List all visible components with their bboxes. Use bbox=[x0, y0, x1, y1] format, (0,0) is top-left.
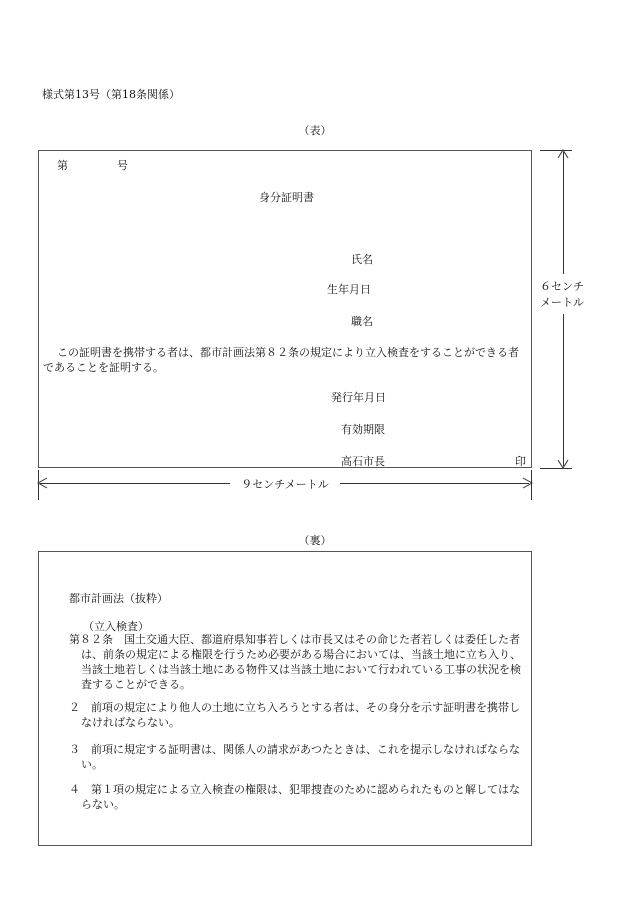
height-dim-bottom-tick bbox=[540, 468, 572, 469]
form-label: 様式第13号（第18条関係） bbox=[42, 88, 180, 101]
certification-statement: この証明書を携帯する者は、都市計画法第８２条の規定により立入検査をすることができる者であることを証明する。 bbox=[43, 346, 519, 374]
width-dimension-label: ９センチメートル bbox=[241, 478, 329, 491]
left-arrow-icon bbox=[38, 478, 47, 489]
paragraph-4: ４ 第１項の規定による立入検査の権限は、犯罪捜査のために認められたものと解してはならない。 bbox=[69, 783, 520, 811]
id-card-back bbox=[38, 551, 532, 846]
seal-mark: 印 bbox=[515, 455, 526, 468]
height-dimension-label: ６センチ メートル bbox=[540, 280, 584, 309]
right-arrow-icon bbox=[523, 478, 532, 489]
height-dim-line-lower bbox=[563, 314, 564, 466]
law-title: 都市計画法（抜粋） bbox=[69, 592, 168, 605]
card-title: 身分証明書 bbox=[259, 191, 314, 204]
width-dim-line-right bbox=[340, 483, 529, 484]
issuer-name: 高石市長 bbox=[341, 455, 385, 468]
section-heading: （立入検査） bbox=[83, 620, 149, 633]
issue-date-label: 発行年月日 bbox=[331, 391, 386, 404]
birthdate-label: 生年月日 bbox=[327, 283, 371, 296]
paragraph-3: ３ 前項に規定する証明書は、関係人の請求があつたときは、これを提示しなければならない。 bbox=[69, 743, 520, 771]
back-side-label: （裏） bbox=[298, 534, 332, 547]
down-arrow-icon bbox=[558, 460, 569, 468]
validity-label: 有効期限 bbox=[341, 423, 385, 436]
number-suffix: 号 bbox=[117, 159, 128, 172]
name-label: 氏名 bbox=[351, 253, 373, 266]
position-label: 職名 bbox=[351, 315, 373, 328]
front-side-label: （表） bbox=[298, 124, 332, 137]
width-dim-line-left bbox=[40, 483, 230, 484]
number-prefix: 第 bbox=[57, 159, 68, 172]
up-arrow-icon bbox=[558, 150, 569, 158]
height-dim-line-upper bbox=[563, 152, 564, 274]
paragraph-2: ２ 前項の規定により他人の土地に立ち入ろうとする者は、その身分を示す証明書を携帯しなければならない。 bbox=[69, 701, 520, 729]
article-82: 第８２条 国土交通大臣、都道府県知事若しくは市長又はその命じた者若しくは委任した者は、前条の規定による権限を行うため必要がある場合においては、当該土地に立ち入り、当該土地若しくは当該土地にある物件又は当該土地において行われている工事の状況を検査することができる。 bbox=[69, 633, 521, 691]
id-card-front bbox=[38, 150, 532, 468]
